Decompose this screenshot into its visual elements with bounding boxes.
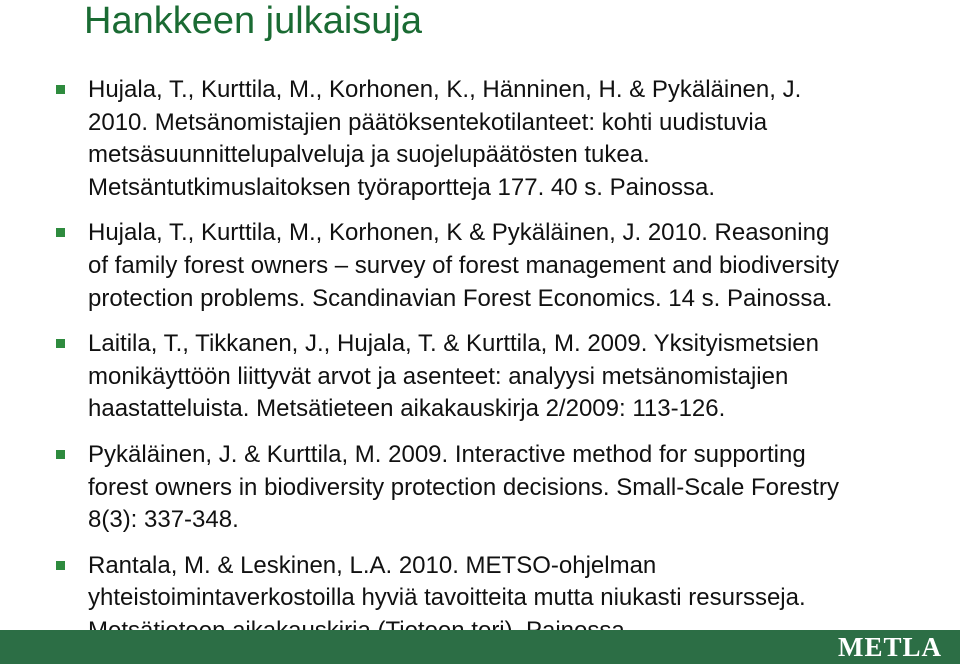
square-bullet-icon	[56, 228, 65, 237]
publication-item	[56, 328, 926, 426]
publication-line: Hujala, T., Kurttila, M., Korhonen, K., Hänninen, H. & Pykäläinen, J.	[88, 76, 802, 103]
publication-line: yhteistoimintaverkostoilla hyviä tavoitteita mutta niukasti resursseja.	[88, 584, 806, 612]
slide-title: Hankkeen julkaisuja	[84, 0, 422, 42]
publication-line: protection problems. Scandinavian Forest Economics. 14 s. Painossa.	[88, 284, 833, 312]
publication-line: of family forest owners – survey of forest management and biodiversity	[88, 251, 840, 279]
square-bullet-icon	[56, 339, 65, 348]
publication-line: monikäyttöön liittyvät arvot ja asenteet: analyysi metsänomistajien	[88, 362, 789, 390]
publication-line: Pykäläinen, J. & Kurttila, M. 2009. Interactive method for supporting	[88, 440, 806, 468]
publication-line: metsäsuunnittelupalveluja ja suojelupäätösten tukea.	[88, 141, 650, 169]
metla-logo: METLA	[837, 632, 942, 662]
publication-line: 8(3): 337-348.	[88, 506, 239, 534]
publication-item	[56, 74, 926, 204]
publication-line: haastatteluista. Metsätieteen aikakauskirja 2/2009: 113-126.	[88, 395, 726, 423]
publication-item	[56, 439, 926, 537]
publication-line: forest owners in biodiversity protection decisions. Small-Scale Forestry	[88, 473, 839, 501]
publication-line: 2010. Metsänomistajien päätöksentekotilanteet: kohti uudistuvia	[88, 108, 768, 136]
square-bullet-icon	[56, 561, 65, 570]
footer-band	[0, 630, 960, 664]
publication-list	[56, 74, 926, 648]
publication-line: Hujala, T., Kurttila, M., Korhonen, K & Pykäläinen, J. 2010. Reasoning	[88, 219, 830, 247]
publication-line: Rantala, M. & Leskinen, L.A. 2010. METSO-ohjelman	[88, 551, 657, 579]
publication-item	[56, 217, 926, 315]
publication-line: Laitila, T., Tikkanen, J., Hujala, T. & Kurttila, M. 2009. Yksityismetsien	[88, 330, 819, 358]
square-bullet-icon	[56, 450, 65, 459]
square-bullet-icon	[56, 85, 65, 94]
publication-line: Metsäntutkimuslaitoksen työraportteja 177. 40 s. Painossa.	[88, 173, 715, 201]
